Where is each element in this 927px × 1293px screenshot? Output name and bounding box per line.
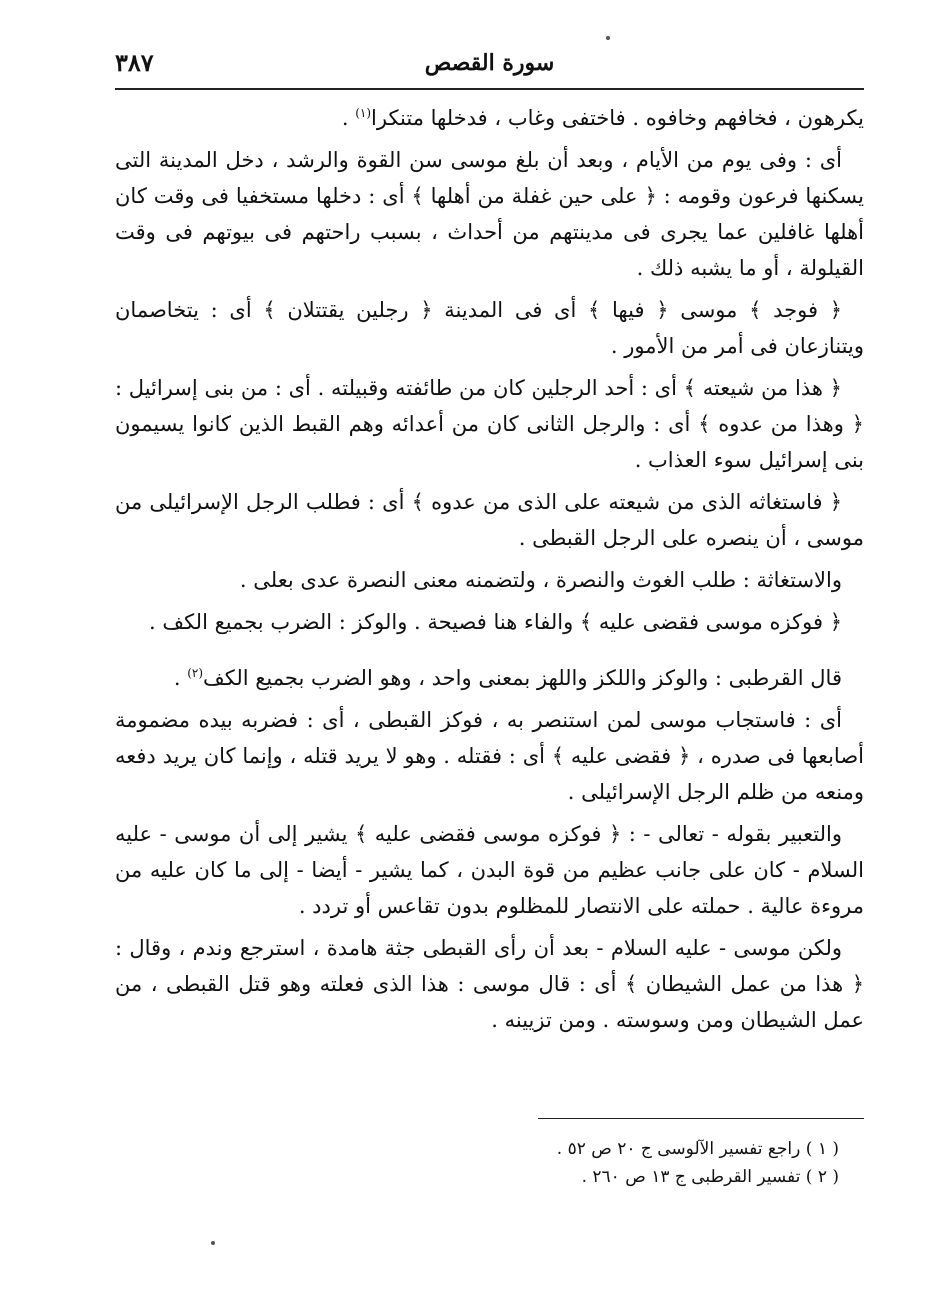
- paragraph-2: أى : وفى يوم من الأيام ، وبعد أن بلغ موسى سن القوة والرشد ، دخل المدينة التى يسكنها فرعون وقومه : ﴿ على حين غفلة من أهلها ﴾ أى : دخلها مستخفيا فى وقت كان أهلها غافلين عما يجرى فى مدينتهم من أحداث ، بسبب راحتهم فى بيوتهم فى وقت القيلولة ، أو ما يشبه ذلك .: [115, 148, 864, 280]
- paragraph-10: والتعبير بقوله - تعالى - : ﴿ فوكزه موسى فقضى عليه ﴾ يشير إلى أن موسى - عليه السلام - كان على جانب عظيم من قوة البدن ، كما يشير - أيضا - إلى ما كان عليه من مروءة عالية . حملته على الانتصار للمظلوم بدون تقاعس أو تردد .: [115, 822, 864, 918]
- paragraph-8: [115, 660, 864, 696]
- paragraph-5: ﴿ فاستغاثه الذى من شيعته على الذى من عدوه ﴾ أى : فطلب الرجل الإسرائيلى من موسى ، أن ينصره على الرجل القبطى .: [115, 490, 864, 550]
- surah-title: سورة القصص: [424, 50, 555, 76]
- footnote-ref-2: (٢): [187, 666, 204, 680]
- paragraph-4: ﴿ هذا من شيعته ﴾ أى : أحد الرجلين كان من طائفته وقبيلته . أى : من بنى إسرائيل : ﴿ وهذا من عدوه ﴾ أى : والرجل الثانى كان من أعدائه وهم القبط الذين كانوا يسيمون بنى إسرائيل سوء العذاب .: [115, 376, 864, 472]
- header-divider: [115, 88, 864, 90]
- page-body: [115, 100, 864, 1044]
- scan-speck: [211, 1241, 215, 1245]
- paragraph-7: ﴿ فوكزه موسى فقضى عليه ﴾ والفاء هنا فصيحة . والوكز : الضرب بجميع الكف .: [149, 610, 842, 634]
- footnote-ref-1: (١): [355, 106, 372, 120]
- paragraph-text: قال القرطبى : والوكز واللكز واللهز بمعنى واحد ، وهو الضرب بجميع الكف: [203, 666, 842, 690]
- page-number: ٣٨٧: [115, 48, 154, 77]
- page-header: [115, 48, 864, 84]
- paragraph-9: أى : فاستجاب موسى لمن استنصر به ، فوكز القبطى ، أى : فضربه بيده مضمومة أصابعها فى صدره ، ﴿ فقضى عليه ﴾ أى : فقتله . وهو لا يريد قتله ، وإنما كان يريد دفعه ومنعه من ظلم الرجل الإسرائيلى .: [115, 708, 864, 804]
- paragraph-end: .: [173, 666, 188, 690]
- footnote-2: ( ٢ ) تفسير القرطبى ج ١٣ ص ٢٦٠ .: [581, 1167, 839, 1187]
- paragraph-end: .: [341, 106, 356, 130]
- paragraph-3: ﴿ فوجد ﴾ موسى ﴿ فيها ﴾ أى فى المدينة ﴿ رجلين يقتتلان ﴾ أى : يتخاصمان ويتنازعان فى أمر من الأمور .: [115, 298, 864, 358]
- paragraph-1: [115, 100, 864, 136]
- footnote-divider: [538, 1118, 864, 1119]
- paragraph-11: ولكن موسى - عليه السلام - بعد أن رأى القبطى جثة هامدة ، استرجع وندم ، وقال : ﴿ هذا من عمل الشيطان ﴾ أى : قال موسى : هذا الذى فعلته وهو قتل القبطى ، من عمل الشيطان ومن وسوسته . ومن تزيينه .: [115, 936, 864, 1032]
- paragraph-6: والاستغاثة : طلب الغوث والنصرة ، ولتضمنه معنى النصرة عدى بعلى .: [239, 568, 842, 592]
- footnotes: [339, 1135, 839, 1191]
- paragraph-text: يكرهون ، فخافهم وخافوه . فاختفى وغاب ، فدخلها متنكرا: [371, 106, 864, 130]
- footnote-1: ( ١ ) راجع تفسير الآلوسى ج ٢٠ ص ٥٢ .: [556, 1139, 839, 1159]
- scan-speck: [606, 36, 610, 40]
